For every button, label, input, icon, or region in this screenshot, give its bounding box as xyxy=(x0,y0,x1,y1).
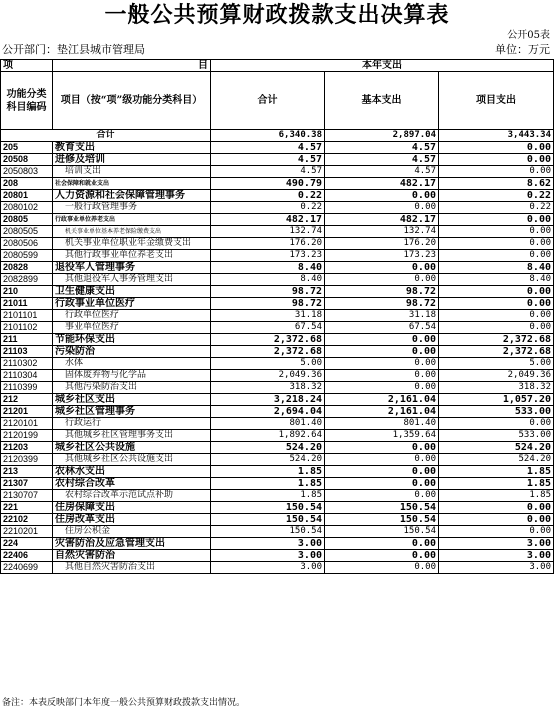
row-name: 其他退役军人事务管理支出 xyxy=(53,274,211,286)
row-project: 0.00 xyxy=(439,286,554,298)
row-basic: 0.00 xyxy=(325,490,439,502)
row-basic: 176.20 xyxy=(325,238,439,250)
row-code: 210 xyxy=(1,286,53,298)
page-title: 一般公共预算财政拨款支出决算表 xyxy=(104,2,450,28)
row-total: 4.57 xyxy=(211,166,325,178)
row-project: 0.00 xyxy=(439,238,554,250)
row-basic: 0.00 xyxy=(325,202,439,214)
row-name: 机关事业单位基本养老保险缴费支出 xyxy=(53,226,211,238)
row-code: 2120399 xyxy=(1,454,53,466)
row-total: 31.18 xyxy=(211,310,325,322)
row-basic: 2,161.04 xyxy=(325,394,439,406)
row-total: 2,694.04 xyxy=(211,406,325,418)
row-name: 农林水支出 xyxy=(53,466,211,478)
row-name: 城乡社区管理事务 xyxy=(53,406,211,418)
row-total: 318.32 xyxy=(211,382,325,394)
row-basic: 150.54 xyxy=(325,526,439,538)
table-row xyxy=(1,514,554,526)
row-name: 行政事业单位医疗 xyxy=(53,298,211,310)
row-code: 21103 xyxy=(1,346,53,358)
row-name: 水体 xyxy=(53,358,211,370)
row-code: 211 xyxy=(1,334,53,346)
row-project: 0.00 xyxy=(439,154,554,166)
row-code: 2101101 xyxy=(1,310,53,322)
header-func-name: 项目（按“项”级功能分类科目） xyxy=(53,72,211,130)
row-name: 培训支出 xyxy=(53,166,211,178)
row-basic: 0.00 xyxy=(325,358,439,370)
table-row xyxy=(1,334,554,346)
row-total: 801.40 xyxy=(211,418,325,430)
row-code: 2080505 xyxy=(1,226,53,238)
row-basic: 0.00 xyxy=(325,454,439,466)
row-total: 490.79 xyxy=(211,178,325,190)
row-code: 2110304 xyxy=(1,370,53,382)
row-project: 3.00 xyxy=(439,550,554,562)
table-row xyxy=(1,442,554,454)
row-name: 固体废弃物与化学品 xyxy=(53,370,211,382)
header-total: 合计 xyxy=(211,72,325,130)
row-code: 20801 xyxy=(1,190,53,202)
row-name: 行政运行 xyxy=(53,418,211,430)
header-row-2 xyxy=(1,72,554,130)
total-row xyxy=(1,130,554,142)
row-project: 0.00 xyxy=(439,526,554,538)
header-basic: 基本支出 xyxy=(325,72,439,130)
row-total: 524.20 xyxy=(211,442,325,454)
row-name: 卫生健康支出 xyxy=(53,286,211,298)
row-project: 0.00 xyxy=(439,142,554,154)
row-total: 150.54 xyxy=(211,514,325,526)
row-basic: 801.40 xyxy=(325,418,439,430)
table-row xyxy=(1,346,554,358)
row-total: 98.72 xyxy=(211,298,325,310)
row-total: 5.00 xyxy=(211,358,325,370)
unit-label: 单位：万元 xyxy=(495,43,550,56)
row-name: 事业单位医疗 xyxy=(53,322,211,334)
row-basic: 0.00 xyxy=(325,550,439,562)
table-row xyxy=(1,490,554,502)
row-project: 0.00 xyxy=(439,214,554,226)
row-basic: 98.72 xyxy=(325,286,439,298)
department-label: 公开部门：垫江县城市管理局 xyxy=(2,43,145,56)
row-project: 2,049.36 xyxy=(439,370,554,382)
row-code: 21011 xyxy=(1,298,53,310)
row-name: 农村综合改革示范试点补助 xyxy=(53,490,211,502)
row-code: 20805 xyxy=(1,214,53,226)
row-basic: 67.54 xyxy=(325,322,439,334)
row-code: 212 xyxy=(1,394,53,406)
row-total: 3.00 xyxy=(211,550,325,562)
row-code: 2110302 xyxy=(1,358,53,370)
row-project: 3.00 xyxy=(439,538,554,550)
row-basic: 0.00 xyxy=(325,190,439,202)
row-code: 20828 xyxy=(1,262,53,274)
row-project: 533.00 xyxy=(439,406,554,418)
header-mu: 目 xyxy=(53,60,211,72)
table-row xyxy=(1,478,554,490)
row-code: 2210201 xyxy=(1,526,53,538)
row-name: 其他城乡社区管理事务支出 xyxy=(53,430,211,442)
total-total: 6,340.38 xyxy=(211,130,325,142)
total-basic: 2,897.04 xyxy=(325,130,439,142)
table-row xyxy=(1,358,554,370)
table-row xyxy=(1,562,554,574)
table-row xyxy=(1,166,554,178)
table-row xyxy=(1,142,554,154)
row-code: 213 xyxy=(1,466,53,478)
row-name: 污染防治 xyxy=(53,346,211,358)
row-basic: 0.00 xyxy=(325,562,439,574)
table-row xyxy=(1,226,554,238)
row-project: 0.22 xyxy=(439,202,554,214)
row-project: 2,372.68 xyxy=(439,334,554,346)
header-project: 项目支出 xyxy=(439,72,554,130)
row-name: 社会保障和就业支出 xyxy=(53,178,211,190)
row-code: 2080102 xyxy=(1,202,53,214)
row-total: 176.20 xyxy=(211,238,325,250)
row-code: 21203 xyxy=(1,442,53,454)
row-total: 173.23 xyxy=(211,250,325,262)
row-total: 67.54 xyxy=(211,322,325,334)
table-row xyxy=(1,202,554,214)
row-name: 机关事业单位职业年金缴费支出 xyxy=(53,238,211,250)
row-name: 住房公积金 xyxy=(53,526,211,538)
row-project: 318.32 xyxy=(439,382,554,394)
row-project: 8.40 xyxy=(439,274,554,286)
row-project: 1.85 xyxy=(439,478,554,490)
row-code: 2130707 xyxy=(1,490,53,502)
row-basic: 0.00 xyxy=(325,382,439,394)
table-row xyxy=(1,418,554,430)
row-total: 3.00 xyxy=(211,562,325,574)
row-total: 132.74 xyxy=(211,226,325,238)
row-project: 0.00 xyxy=(439,502,554,514)
row-name: 城乡社区公共设施 xyxy=(53,442,211,454)
row-basic: 31.18 xyxy=(325,310,439,322)
row-code: 22102 xyxy=(1,514,53,526)
row-code: 20508 xyxy=(1,154,53,166)
row-project: 5.00 xyxy=(439,358,554,370)
row-code: 21307 xyxy=(1,478,53,490)
row-basic: 4.57 xyxy=(325,154,439,166)
table-row xyxy=(1,526,554,538)
table-row xyxy=(1,262,554,274)
row-code: 205 xyxy=(1,142,53,154)
row-basic: 0.00 xyxy=(325,346,439,358)
row-code: 21201 xyxy=(1,406,53,418)
row-total: 1.85 xyxy=(211,478,325,490)
row-project: 1.85 xyxy=(439,490,554,502)
row-basic: 150.54 xyxy=(325,514,439,526)
row-code: 2050803 xyxy=(1,166,53,178)
row-total: 3,218.24 xyxy=(211,394,325,406)
row-total: 1.85 xyxy=(211,490,325,502)
row-total: 1,892.64 xyxy=(211,430,325,442)
row-basic: 132.74 xyxy=(325,226,439,238)
table-row xyxy=(1,322,554,334)
table-row xyxy=(1,502,554,514)
row-total: 4.57 xyxy=(211,142,325,154)
row-basic: 4.57 xyxy=(325,166,439,178)
total-project: 3,443.34 xyxy=(439,130,554,142)
row-basic: 150.54 xyxy=(325,502,439,514)
row-project: 524.20 xyxy=(439,454,554,466)
row-project: 0.00 xyxy=(439,310,554,322)
table-row xyxy=(1,466,554,478)
row-total: 8.40 xyxy=(211,274,325,286)
table-row xyxy=(1,286,554,298)
row-basic: 0.00 xyxy=(325,370,439,382)
row-project: 0.00 xyxy=(439,166,554,178)
row-project: 533.00 xyxy=(439,430,554,442)
row-name: 其他污染防治支出 xyxy=(53,382,211,394)
table-row xyxy=(1,406,554,418)
table-row xyxy=(1,310,554,322)
table-row xyxy=(1,382,554,394)
table-row xyxy=(1,394,554,406)
row-project: 1.85 xyxy=(439,466,554,478)
total-label: 合计 xyxy=(1,130,211,142)
row-project: 0.00 xyxy=(439,250,554,262)
table-row xyxy=(1,214,554,226)
row-total: 3.00 xyxy=(211,538,325,550)
table-row xyxy=(1,178,554,190)
row-total: 8.40 xyxy=(211,262,325,274)
row-name: 行政单位医疗 xyxy=(53,310,211,322)
row-name: 其他城乡社区公共设施支出 xyxy=(53,454,211,466)
row-project: 0.00 xyxy=(439,322,554,334)
row-name: 教育支出 xyxy=(53,142,211,154)
row-basic: 482.17 xyxy=(325,214,439,226)
row-total: 150.54 xyxy=(211,502,325,514)
row-code: 224 xyxy=(1,538,53,550)
row-basic: 2,161.04 xyxy=(325,406,439,418)
table-row xyxy=(1,298,554,310)
row-total: 2,049.36 xyxy=(211,370,325,382)
row-code: 2101102 xyxy=(1,322,53,334)
table-row xyxy=(1,238,554,250)
row-basic: 173.23 xyxy=(325,250,439,262)
row-total: 2,372.68 xyxy=(211,334,325,346)
row-name: 行政事业单位养老支出 xyxy=(53,214,211,226)
footnote: 备注：本表反映部门本年度一般公共预算财政拨款支出情况。 xyxy=(2,698,246,708)
table-row xyxy=(1,538,554,550)
row-code: 2120199 xyxy=(1,430,53,442)
row-basic: 1,359.64 xyxy=(325,430,439,442)
row-name: 进修及培训 xyxy=(53,154,211,166)
row-code: 2082899 xyxy=(1,274,53,286)
row-total: 98.72 xyxy=(211,286,325,298)
table-row xyxy=(1,190,554,202)
table-row xyxy=(1,274,554,286)
header-func-code: 功能分类科目编码 xyxy=(1,72,53,130)
row-code: 221 xyxy=(1,502,53,514)
expenditure-table xyxy=(0,59,554,574)
row-basic: 4.57 xyxy=(325,142,439,154)
row-code: 2120101 xyxy=(1,418,53,430)
row-project: 0.00 xyxy=(439,418,554,430)
row-project: 8.40 xyxy=(439,262,554,274)
row-name: 农村综合改革 xyxy=(53,478,211,490)
row-basic: 0.00 xyxy=(325,274,439,286)
table-row xyxy=(1,454,554,466)
row-total: 524.20 xyxy=(211,454,325,466)
form-code: 公开05表 xyxy=(507,30,550,41)
row-project: 0.00 xyxy=(439,514,554,526)
row-total: 482.17 xyxy=(211,214,325,226)
header-item: 项 xyxy=(1,60,53,72)
row-name: 退役军人管理事务 xyxy=(53,262,211,274)
row-name: 一般行政管理事务 xyxy=(53,202,211,214)
table-row xyxy=(1,430,554,442)
row-name: 住房保障支出 xyxy=(53,502,211,514)
row-name: 其他自然灾害防治支出 xyxy=(53,562,211,574)
row-name: 灾害防治及应急管理支出 xyxy=(53,538,211,550)
row-name: 城乡社区支出 xyxy=(53,394,211,406)
row-project: 3.00 xyxy=(439,562,554,574)
row-basic: 0.00 xyxy=(325,478,439,490)
row-project: 524.20 xyxy=(439,442,554,454)
row-name: 自然灾害防治 xyxy=(53,550,211,562)
table-row xyxy=(1,154,554,166)
row-name: 其他行政事业单位养老支出 xyxy=(53,250,211,262)
row-code: 2240699 xyxy=(1,562,53,574)
row-basic: 98.72 xyxy=(325,298,439,310)
row-basic: 0.00 xyxy=(325,442,439,454)
row-name: 节能环保支出 xyxy=(53,334,211,346)
row-project: 8.62 xyxy=(439,178,554,190)
row-project: 0.00 xyxy=(439,226,554,238)
row-total: 0.22 xyxy=(211,202,325,214)
row-basic: 0.00 xyxy=(325,466,439,478)
row-basic: 0.00 xyxy=(325,538,439,550)
row-basic: 0.00 xyxy=(325,334,439,346)
row-code: 2080506 xyxy=(1,238,53,250)
row-total: 4.57 xyxy=(211,154,325,166)
row-basic: 482.17 xyxy=(325,178,439,190)
row-code: 2080599 xyxy=(1,250,53,262)
row-name: 人力资源和社会保障管理事务 xyxy=(53,190,211,202)
row-name: 住房改革支出 xyxy=(53,514,211,526)
row-total: 1.85 xyxy=(211,466,325,478)
row-project: 2,372.68 xyxy=(439,346,554,358)
row-code: 208 xyxy=(1,178,53,190)
row-basic: 0.00 xyxy=(325,262,439,274)
table-row xyxy=(1,370,554,382)
header-current-year: 本年支出 xyxy=(211,60,554,72)
row-total: 2,372.68 xyxy=(211,346,325,358)
row-total: 150.54 xyxy=(211,526,325,538)
table-row xyxy=(1,250,554,262)
table-row xyxy=(1,550,554,562)
row-project: 1,057.20 xyxy=(439,394,554,406)
row-code: 22406 xyxy=(1,550,53,562)
row-project: 0.00 xyxy=(439,298,554,310)
row-project: 0.22 xyxy=(439,190,554,202)
header-row-1 xyxy=(1,60,554,72)
row-total: 0.22 xyxy=(211,190,325,202)
row-code: 2110399 xyxy=(1,382,53,394)
